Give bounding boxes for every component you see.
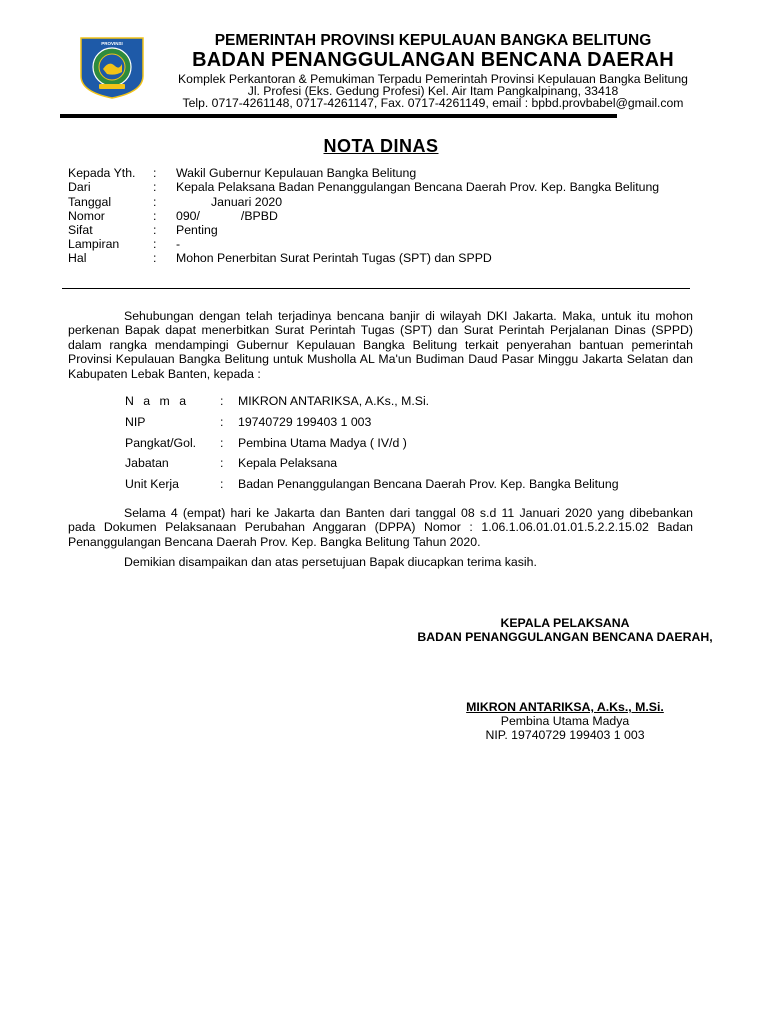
identity-label: Jabatan xyxy=(125,456,169,470)
letterhead-contact: Telp. 0717-4261148, 0717-4261147, Fax. 0717-4261149, email : bpbd.provbabel@gmail.com xyxy=(182,96,684,110)
letterhead-complex: Komplek Perkantoran & Pemukiman Terpadu Pemerintah Provinsi Kepulauan Bangka Belitung xyxy=(178,72,688,86)
field-colon: : xyxy=(153,180,157,194)
field-label: Lampiran xyxy=(68,237,120,251)
field-value: - xyxy=(176,237,181,251)
signature-name: MIKRON ANTARIKSA, A.Ks., M.Si. xyxy=(466,700,664,714)
identity-value: 19740729 199403 1 003 xyxy=(238,415,372,429)
field-tanggal xyxy=(68,195,708,209)
field-value: Wakil Gubernur Kepulauan Bangka Belitung xyxy=(176,166,417,180)
identity-label: NIP xyxy=(125,415,146,429)
signature-rank: Pembina Utama Madya xyxy=(500,714,630,728)
letterhead-divider xyxy=(60,114,617,118)
field-value: Mohon Penerbitan Surat Perintah Tugas (SPT) dan SPPD xyxy=(176,251,492,265)
field-label: Nomor xyxy=(68,209,105,223)
field-label: Sifat xyxy=(68,223,93,237)
letterhead-agency: BADAN PENANGGULANGAN BENCANA DAERAH xyxy=(192,49,674,71)
field-colon: : xyxy=(153,209,157,223)
identity-value: Badan Penanggulangan Bencana Daerah Prov. Kep. Bangka Belitung xyxy=(238,477,619,491)
field-dari xyxy=(68,180,708,194)
identity-colon: : xyxy=(220,456,224,470)
identity-label: N a m a xyxy=(125,394,190,408)
signature-nip: NIP. 19740729 199403 1 003 xyxy=(485,728,645,742)
identity-label: Pangkat/Gol. xyxy=(125,436,197,450)
field-value: Januari 2020 xyxy=(211,195,283,209)
field-label: Kepada Yth. xyxy=(68,166,136,180)
body-paragraph-2: Selama 4 (empat) hari ke Jakarta dan Banten dari tanggal 08 s.d 11 Januari 2020 yang dibebankan pada Dokumen Pelaksanaan Perubahan Anggaran (DPPA) Nomor : 1.06.1.06.01.01.01.5.2.2.15.02 Badan Penanggulangan Bencana Daerah Prov. Kep. Bangka Belitung Tahun 2020. xyxy=(68,506,693,549)
letterhead-address: Jl. Profesi (Eks. Gedung Profesi) Kel. Air Itam Pangkalpinang, 33418 xyxy=(247,84,619,98)
field-label: Dari xyxy=(68,180,91,194)
field-colon: : xyxy=(153,166,157,180)
field-hal xyxy=(68,251,708,265)
field-sifat xyxy=(68,223,708,237)
field-value: Kepala Pelaksana Badan Penanggulangan Bencana Daerah Prov. Kep. Bangka Belitung xyxy=(176,180,660,194)
body-paragraph-1: Sehubungan dengan telah terjadinya bencana banjir di wilayah DKI Jakarta. Maka, untuk itu mohon perkenan Bapak dapat menerbitkan Surat Perintah Tugas (SPT) dan Surat Perintah Perjalanan Dinas (SPPD) dalam rangka mendampingi Gubernur Kepulauan Bangka Belitung terkait penyerahan bantuan pemerintah Provinsi Kepulauan Bangka Belitung untuk Musholla AL Ma'un Budiman Daud Pasar Minggu Jakarta Selatan dan Kabupaten Lebak Banten, kepada : xyxy=(68,309,693,381)
signature-agency: BADAN PENANGGULANGAN BENCANA DAERAH, xyxy=(417,630,713,644)
identity-value: MIKRON ANTARIKSA, A.Ks., M.Si. xyxy=(238,394,430,408)
field-colon: : xyxy=(153,251,157,265)
field-colon: : xyxy=(153,195,157,209)
letterhead-government: PEMERINTAH PROVINSI KEPULAUAN BANGKA BELITUNG xyxy=(214,32,652,49)
document-title: NOTA DINAS xyxy=(323,136,439,156)
header-divider xyxy=(62,288,690,289)
logo-text: PROVINSI xyxy=(101,41,123,46)
field-colon: : xyxy=(153,223,157,237)
field-value: 090/ /BPBD xyxy=(176,209,278,223)
field-value: Penting xyxy=(176,223,218,237)
identity-label: Unit Kerja xyxy=(125,477,179,491)
body-paragraph-3: Demikian disampaikan dan atas persetujuan Bapak diucapkan terima kasih. xyxy=(124,555,537,569)
field-nomor xyxy=(68,209,708,223)
field-colon: : xyxy=(153,237,157,251)
signature-title: KEPALA PELAKSANA xyxy=(500,616,630,630)
identity-colon: : xyxy=(220,394,224,408)
identity-colon: : xyxy=(220,477,224,491)
field-kepada xyxy=(68,166,708,180)
province-logo-icon xyxy=(79,36,145,100)
identity-colon: : xyxy=(220,415,224,429)
identity-colon: : xyxy=(220,436,224,450)
field-lampiran xyxy=(68,237,708,251)
identity-value: Pembina Utama Madya ( IV/d ) xyxy=(238,436,407,450)
identity-value: Kepala Pelaksana xyxy=(238,456,338,470)
field-label: Hal xyxy=(68,251,87,265)
field-label: Tanggal xyxy=(68,195,112,209)
